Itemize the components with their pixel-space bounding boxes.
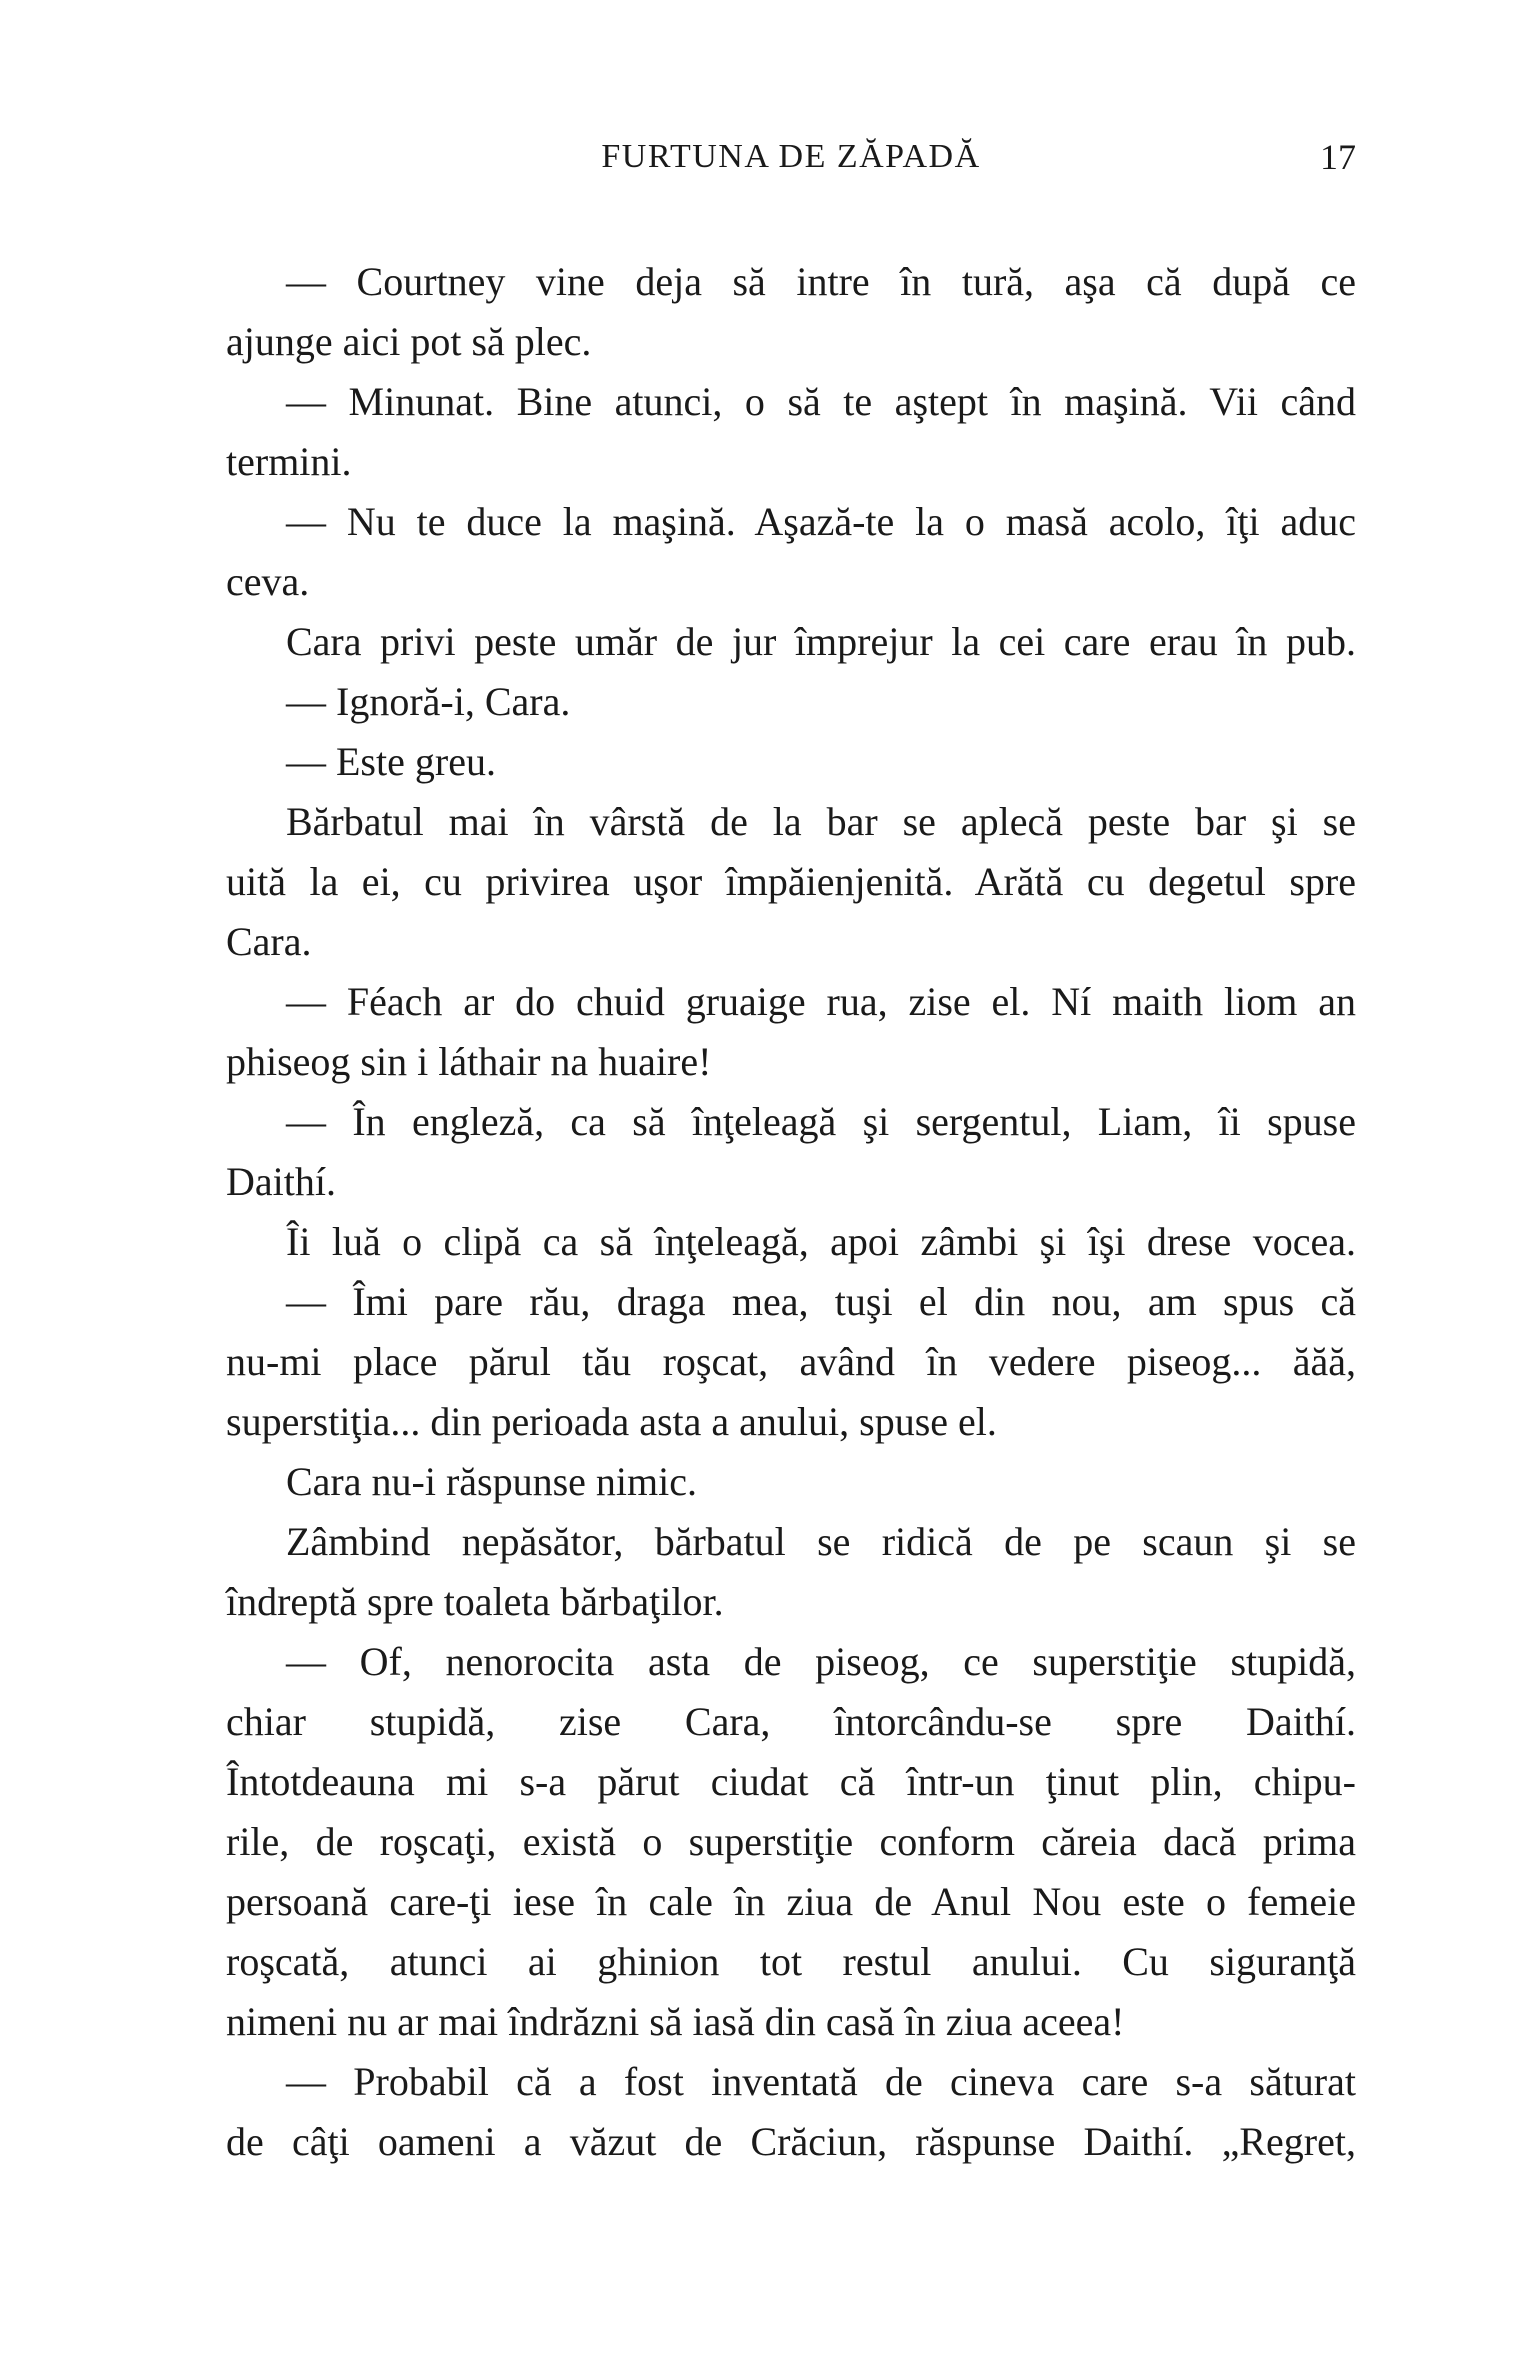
text-line: Bărbatul mai în vârstă de la bar se aplecă peste bar şi se <box>286 799 1356 844</box>
text-line: — Ignoră-i, Cara. <box>286 679 571 724</box>
text-line: rile, de roşcaţi, există o superstiţie conform căreia dacă prima <box>226 1819 1356 1864</box>
text-line: — Courtney vine deja să intre în tură, aşa că după ce <box>286 259 1356 304</box>
paragraph <box>226 612 1356 672</box>
text-line: — În engleză, ca să înţeleagă şi sergentul, Liam, îi spuse <box>286 1099 1356 1144</box>
text-line: termini. <box>226 439 352 484</box>
text-line: phiseog sin i láthair na huaire! <box>226 1039 712 1084</box>
paragraph <box>226 1272 1356 1452</box>
text-line: — Îmi pare rău, draga mea, tuşi el din nou, am spus că <box>286 1279 1356 1324</box>
text-line: roşcată, atunci ai ghinion tot restul anului. Cu siguranţă <box>226 1939 1356 1984</box>
paragraph <box>226 1092 1356 1212</box>
paragraph <box>226 372 1356 492</box>
text-line: superstiţia... din perioada asta a anului, spuse el. <box>226 1399 997 1444</box>
text-line: — Of, nenorocita asta de piseog, ce superstiţie stupidă, <box>286 1639 1356 1684</box>
paragraph <box>226 492 1356 612</box>
page-number: 17 <box>1320 137 1356 177</box>
text-line: îndreptă spre toaleta bărbaţilor. <box>226 1579 724 1624</box>
paragraph <box>226 2052 1356 2172</box>
text-line: — Probabil că a fost inventată de cineva care s-a săturat <box>286 2059 1356 2104</box>
paragraph <box>226 792 1356 972</box>
paragraph <box>226 672 1356 732</box>
running-title: FURTUNA DE ZĂPADĂ <box>601 138 981 175</box>
text-line: nimeni nu ar mai îndrăzni să iasă din casă în ziua aceea! <box>226 1999 1125 2044</box>
paragraph <box>226 1212 1356 1272</box>
text-line: Cara. <box>226 919 312 964</box>
paragraph <box>226 972 1356 1092</box>
text-line: ajunge aici pot să plec. <box>226 319 592 364</box>
text-line: Îi luă o clipă ca să înţeleagă, apoi zâmbi şi îşi drese vocea. <box>286 1219 1356 1264</box>
text-line: chiar stupidă, zise Cara, întorcându-se spre Daithí. <box>226 1699 1356 1744</box>
text-line: Daithí. <box>226 1159 336 1204</box>
paragraph <box>226 1512 1356 1632</box>
text-line: Întotdeauna mi s-a părut ciudat că într-un ţinut plin, chipu- <box>226 1759 1356 1804</box>
text-line: — Este greu. <box>286 739 496 784</box>
paragraph <box>226 1632 1356 2052</box>
paragraph <box>226 1452 1356 1512</box>
text-line: Cara privi peste umăr de jur împrejur la cei care erau în pub. <box>286 619 1356 664</box>
text-line: persoană care-ţi iese în cale în ziua de Anul Nou este o femeie <box>226 1879 1356 1924</box>
paragraph <box>226 732 1356 792</box>
text-line: — Minunat. Bine atunci, o să te aştept în maşină. Vii când <box>286 379 1356 424</box>
text-line: — Nu te duce la maşină. Aşază-te la o masă acolo, îţi aduc <box>286 499 1356 544</box>
text-line: Zâmbind nepăsător, bărbatul se ridică de pe scaun şi se <box>286 1519 1356 1564</box>
text-line: de câţi oameni a văzut de Crăciun, răspunse Daithí. „Regret, <box>226 2119 1356 2164</box>
text-line: uită la ei, cu privirea uşor împăienjenită. Arătă cu degetul spre <box>226 859 1356 904</box>
text-line: nu-mi place părul tău roşcat, având în vedere piseog... ăăă, <box>226 1339 1356 1384</box>
page-header <box>226 137 1356 180</box>
paragraph <box>226 252 1356 372</box>
text-line: ceva. <box>226 559 310 604</box>
text-line: Cara nu-i răspunse nimic. <box>286 1459 697 1504</box>
page-body <box>226 252 1356 2172</box>
text-line: — Féach ar do chuid gruaige rua, zise el. Ní maith liom an <box>286 979 1356 1024</box>
